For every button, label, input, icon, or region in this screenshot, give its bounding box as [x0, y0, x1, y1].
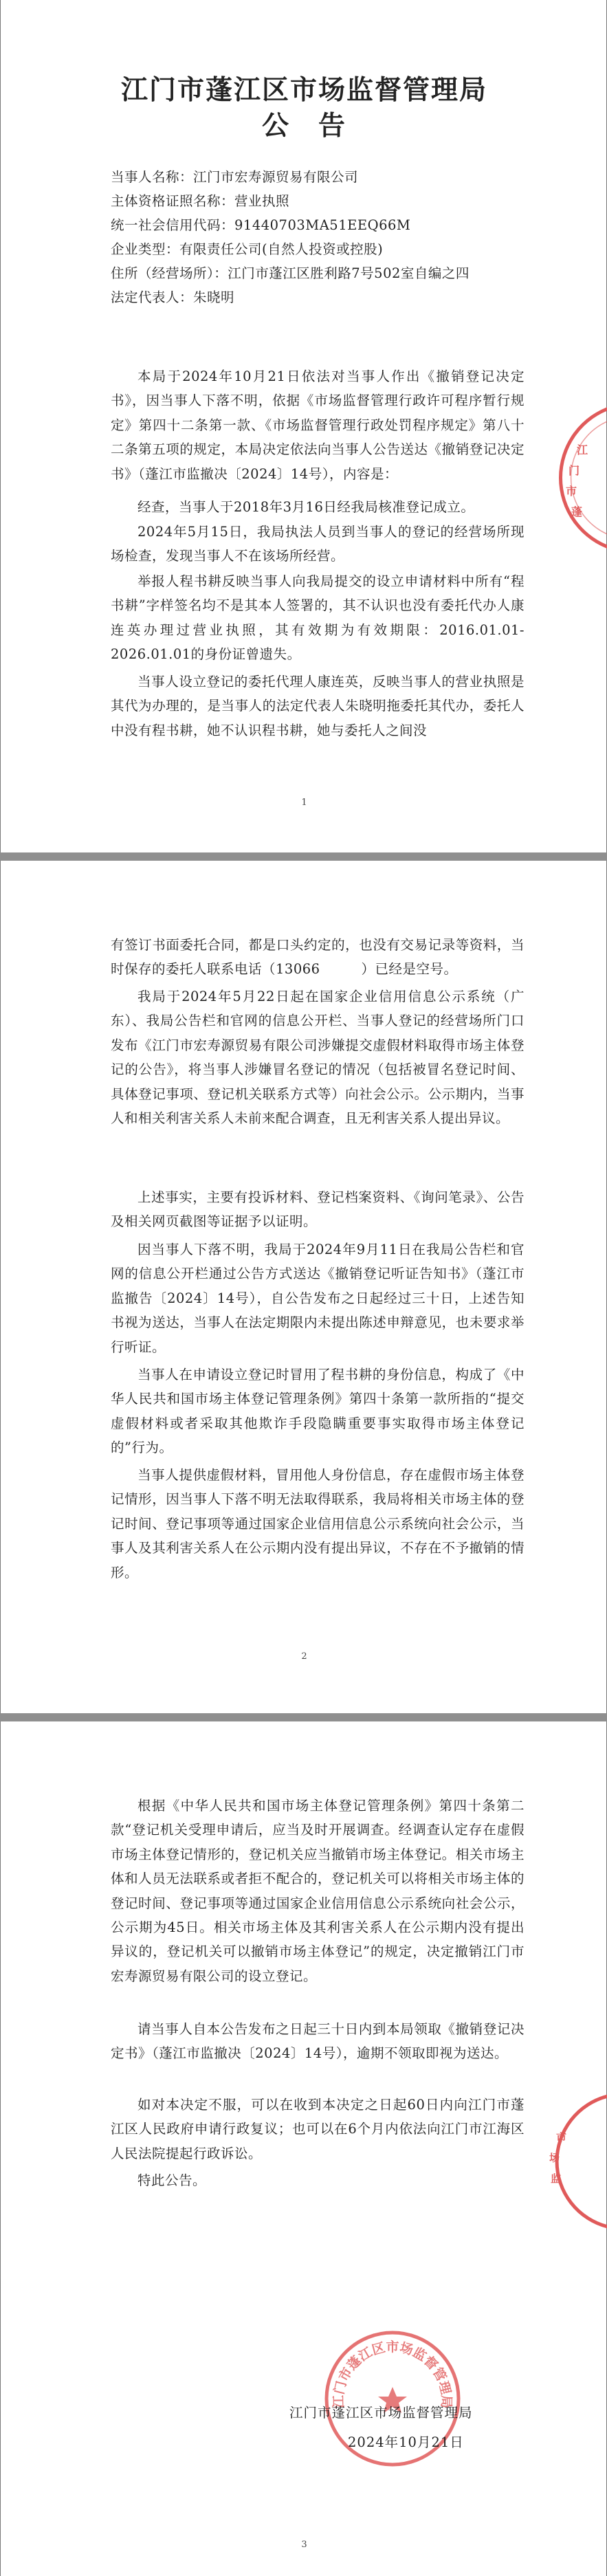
svg-text:江: 江 — [577, 443, 588, 456]
seal-text: 江门市蓬江区市场监督管理局 — [331, 2340, 454, 2409]
legal-representative: 法定代表人：朱晓明 — [111, 289, 235, 305]
paragraph: 如对本决定不服，可以在收到本决定之日起60日内向江门市蓬江区人民政府申请行政复议；也可以在6个月内依法向江门市江海区人民法院提起行政诉讼。 — [111, 2097, 525, 2161]
official-seal-partial — [537, 2093, 607, 2230]
paragraph: 当事人设立登记的委托代理人康连英，反映当事人的营业执照是其代为办理的，是当事人的法定代表人朱晓明拖委托其代办，委托人中没有程书耕，她不认识程书耕，她与委托人之间没 — [111, 674, 525, 738]
paragraph: 本局于2024年10月21日依法对当事人作出《撤销登记决定书》，因当事人下落不明，依据《市场监督管理行政许可程序暂行规定》第四十二条第一款、《市场监督管理行政处罚程序规定》第八十二条第五项的规定，本局决定依法向当事人公告送达《撤销登记决定书》（蓬江市监撤决〔2024〕14号），内容是： — [111, 368, 525, 482]
signature-date: 2024年10月21日 — [348, 2434, 464, 2450]
paragraph: 有签订书面委托合同，都是口头约定的，也没有交易记录等资料，当时保存的委托人联系电话（13066 ）已经是空号。 — [111, 937, 525, 978]
authority-title: 江门市蓬江区市场监督管理局 — [120, 74, 487, 106]
paragraph: 特此公告。 — [137, 2172, 207, 2188]
document-page-2 — [0, 861, 607, 1713]
paragraph: 当事人提供虚假材料，冒用他人身份信息，存在虚假市场主体登记情形，因当事人下落不明无法取得联系，我局将相关市场主体的登记时间、登记事项等通过国家企业信用信息公示系统向社会公示，当事人及其利害关系人在公示期内没有提出异议，不存在不予撤销的情形。 — [111, 1467, 525, 1581]
svg-text:市: 市 — [566, 485, 577, 498]
paragraph: 请当事人自本公告发布之日起三十日内到本局领取《撤销登记决定书》（蓬江市监撤决〔2024〕14号），逾期不领取即视为送达。 — [111, 2021, 525, 2062]
svg-text:市: 市 — [556, 2131, 567, 2144]
paragraph: 举报人程书耕反映当事人向我局提交的设立申请材料中所有“程书耕”字样签名均不是其本人签署的，其不认识也没有委托代办人康连英办理过营业执照，其有效期为有效期限：2016.01.01-2026.01.01的身份证曾遗失。 — [111, 573, 525, 663]
paragraph: 经查，当事人于2018年3月16日经我局核准登记成立。 — [137, 499, 475, 515]
page-number: 2 — [301, 1651, 307, 1662]
page-number: 3 — [301, 2540, 307, 2550]
paragraph: 当事人在申请设立登记时冒用了程书耕的身份信息，构成了《中华人民共和国市场主体登记管理条例》第四十条第一款所指的“提交虚假材料或者采取其他欺诈手段隐瞒重要事实取得市场主体登记的”行为。 — [111, 1367, 525, 1456]
address: 住所（经营场所）：江门市蓬江区胜利路7号502室自编之四 — [111, 265, 470, 281]
document-page-1 — [0, 0, 607, 852]
paragraph: 根据《中华人民共和国市场主体登记管理条例》第四十条第二款“登记机关受理申请后，应当及时开展调查。经调查认定存在虚假市场主体登记情形的，登记机关应当撤销市场主体登记。相关市场主体和人员无法联系或者拒不配合的，登记机关可以将相关市场主体的登记时间、登记事项等通过国家企业信用信息公示系统向社会公示，公示期为45日。相关市场主体及其利害关系人在公示期内没有提出异议的，登记机关可以撤销市场主体登记”的规定，决定撤销江门市宏寿源贸易有限公司的设立登记。 — [111, 1798, 525, 1984]
page-number: 1 — [301, 797, 307, 808]
paragraph: 我局于2024年5月22日起在国家企业信用信息公示系统（广东）、我局公告栏和官网的信息公开栏、当事人登记的经营场所门口发布《江门市宏寿源贸易有限公司涉嫌提交虚假材料取得市场主体登记的公告》，将当事人涉嫌冒名登记的情况（包括被冒名登记时间、具体登记事项、登记机关联系方式等）向社会公示。公示期内，当事人和相关利害关系人未前来配合调查，且无利害关系人提出异议。 — [111, 989, 525, 1127]
paragraph: 2024年5月15日，我局执法人员到当事人的登记的经营场所现场检查，发现当事人不在该场所经营。 — [111, 524, 525, 564]
party-name: 当事人名称：江门市宏寿源贸易有限公司 — [111, 169, 359, 185]
paragraph: 因当事人下落不明，我局于2024年9月11日在我局公告栏和官网的信息公开栏通过公告方式送达《撤销登记听证告知书》（蓬江市监撤告〔2024〕14号），自公告发布之日起经过三十日，上述告知书视为送达，当事人在法定期限内未提出陈述申辩意见，也未要求举行听证。 — [111, 1242, 525, 1355]
official-seal-partial — [551, 399, 607, 557]
paragraph: 上述事实，主要有投诉材料、登记档案资料、《询问笔录》、公告及相关网页截图等证据予以证明。 — [111, 1189, 525, 1230]
svg-text:监: 监 — [551, 2172, 562, 2185]
party-info — [111, 165, 470, 309]
license-name: 主体资格证照名称：营业执照 — [111, 193, 290, 209]
enterprise-type: 企业类型：有限责任公司(自然人投资或控股) — [111, 241, 384, 257]
svg-text:蓬: 蓬 — [571, 505, 583, 518]
svg-text:门: 门 — [569, 464, 580, 477]
credit-code: 统一社会信用代码：91440703MA51EEQ66M — [111, 217, 411, 233]
document-page-3 — [0, 1721, 607, 2576]
notice-title: 公 告 — [261, 110, 346, 142]
signature-authority: 江门市蓬江区市场监督管理局 — [289, 2405, 473, 2421]
svg-text:场: 场 — [549, 2152, 560, 2164]
